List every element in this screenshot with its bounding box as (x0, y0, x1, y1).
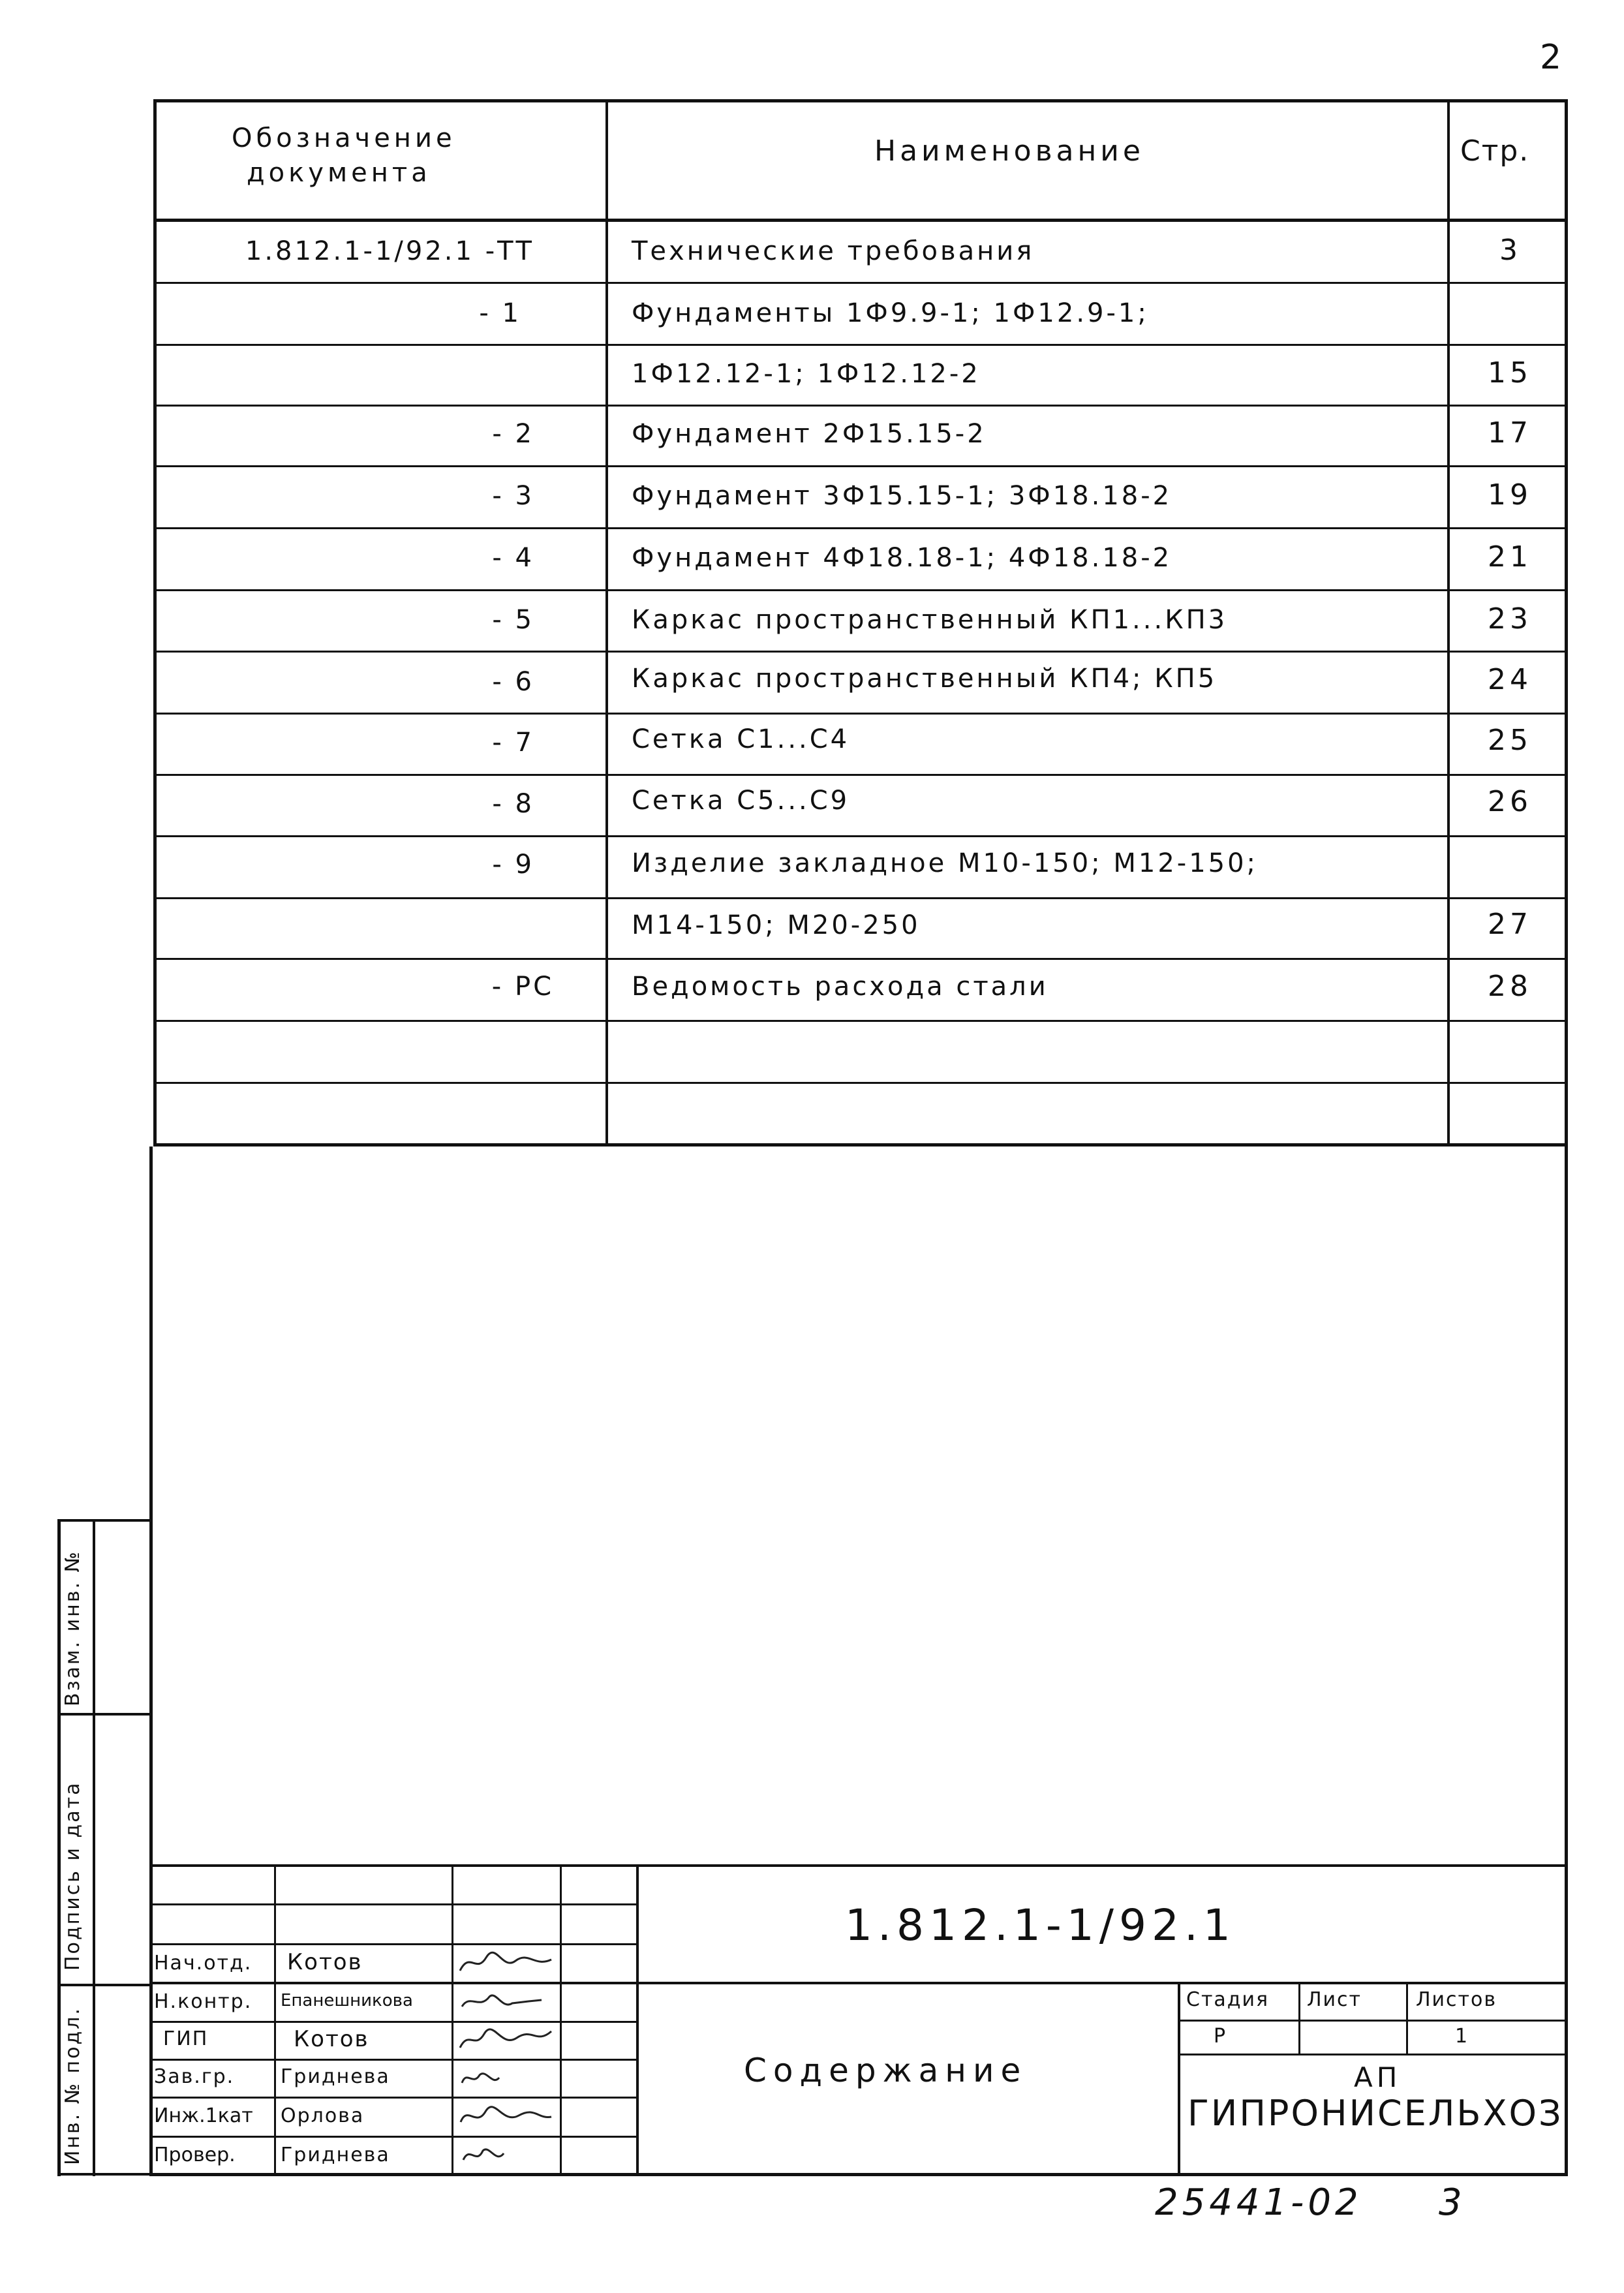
row-designation: - РС (491, 972, 554, 1002)
staff-name: Гриднева (281, 2065, 390, 2088)
row-designation: 1.812.1-1/92.1 -ТТ (245, 236, 534, 266)
staff-name: Гриднева (281, 2144, 390, 2166)
staff-role: Н.контр. (154, 1990, 253, 2013)
staff-role: Зав.гр. (154, 2065, 235, 2088)
row-name: Фундамент 4Ф18.18-1; 4Ф18.18-2 (632, 543, 1172, 573)
row-page: 24 (1488, 663, 1532, 696)
org-line1: АП (1354, 2061, 1402, 2093)
row-name: 1Ф12.12-1; 1Ф12.12-2 (632, 359, 981, 389)
sheets-value: 1 (1455, 2025, 1469, 2048)
signature-icon (457, 2140, 555, 2170)
row-page: 23 (1488, 602, 1532, 636)
staff-name: Орлова (281, 2104, 365, 2127)
row-page: 3 (1499, 234, 1522, 267)
row-page: 26 (1488, 785, 1532, 818)
header-designation-line2: документа (247, 158, 431, 188)
row-page: 17 (1488, 416, 1532, 450)
side-label-inv-no-podl: Инв. № подл. (61, 2007, 84, 2165)
staff-role: ГИП (163, 2027, 209, 2050)
staff-role: Провер. (154, 2144, 236, 2166)
staff-role: Нач.отд. (154, 1952, 253, 1975)
row-name: Изделие закладное М10-150; М12-150; (632, 848, 1259, 878)
row-name: Фундамент 3Ф15.15-1; 3Ф18.18-2 (632, 481, 1172, 511)
row-page: 28 (1488, 970, 1532, 1003)
doc-title: Содержание (744, 2052, 1028, 2089)
row-designation: - 7 (492, 728, 534, 758)
row-name: Ведомость расхода стали (632, 972, 1049, 1002)
signature-icon (457, 2025, 555, 2054)
row-name: Фундаменты 1Ф9.9-1; 1Ф12.9-1; (632, 298, 1149, 328)
signature-icon (457, 1948, 555, 1977)
row-name: Каркас пространственный КП4; КП5 (632, 664, 1218, 694)
row-name: Сетка С1...С4 (632, 724, 850, 754)
page-number: 2 (1540, 38, 1566, 77)
row-designation: - 6 (492, 667, 534, 697)
row-page: 19 (1488, 478, 1532, 512)
row-designation: - 5 (492, 605, 534, 635)
row-name: Сетка С5...С9 (632, 786, 850, 816)
sheets-label: Листов (1416, 1988, 1497, 2011)
staff-name: Котов (287, 1949, 363, 1975)
row-page: 15 (1488, 356, 1532, 390)
doc-code: 1.812.1-1/92.1 (845, 1900, 1236, 1950)
row-page: 21 (1488, 540, 1532, 574)
row-name: Каркас пространственный КП1...КП3 (632, 605, 1228, 635)
signature-icon (457, 1987, 555, 2016)
side-label-vzam-inv: Взам. инв. № (61, 1550, 84, 1706)
footer-code: 25441-02 (1155, 2181, 1362, 2224)
signature-icon (457, 2063, 555, 2093)
header-designation-line1: Обозначение (232, 123, 456, 153)
signature-icon (457, 2101, 555, 2131)
org-name: ГИПРОНИСЕЛЬХОЗ (1187, 2093, 1563, 2134)
stage-value: Р (1214, 2025, 1227, 2048)
footer-page: 3 (1439, 2181, 1466, 2224)
row-name: М14-150; М20-250 (632, 910, 921, 940)
row-designation: - 2 (492, 419, 534, 449)
sheet-label: Лист (1307, 1988, 1362, 2011)
staff-name: Епанешникова (281, 1991, 413, 2010)
row-designation: - 4 (492, 543, 534, 573)
header-page: Стр. (1460, 134, 1530, 168)
row-name: Фундамент 2Ф15.15-2 (632, 419, 987, 449)
row-designation: - 3 (492, 481, 534, 511)
row-page: 25 (1488, 724, 1532, 757)
staff-name: Котов (294, 2026, 369, 2052)
row-page: 27 (1488, 908, 1532, 941)
row-designation: - 8 (492, 789, 534, 819)
stage-label: Стадия (1186, 1988, 1270, 2011)
staff-role: Инж.1кат (154, 2104, 253, 2127)
side-label-podpis-data: Подпись и дата (61, 1781, 84, 1971)
row-designation: - 9 (492, 850, 534, 880)
row-name: Технические требования (632, 236, 1035, 266)
row-designation: - 1 (479, 298, 521, 328)
header-name: Наименование (874, 134, 1144, 168)
